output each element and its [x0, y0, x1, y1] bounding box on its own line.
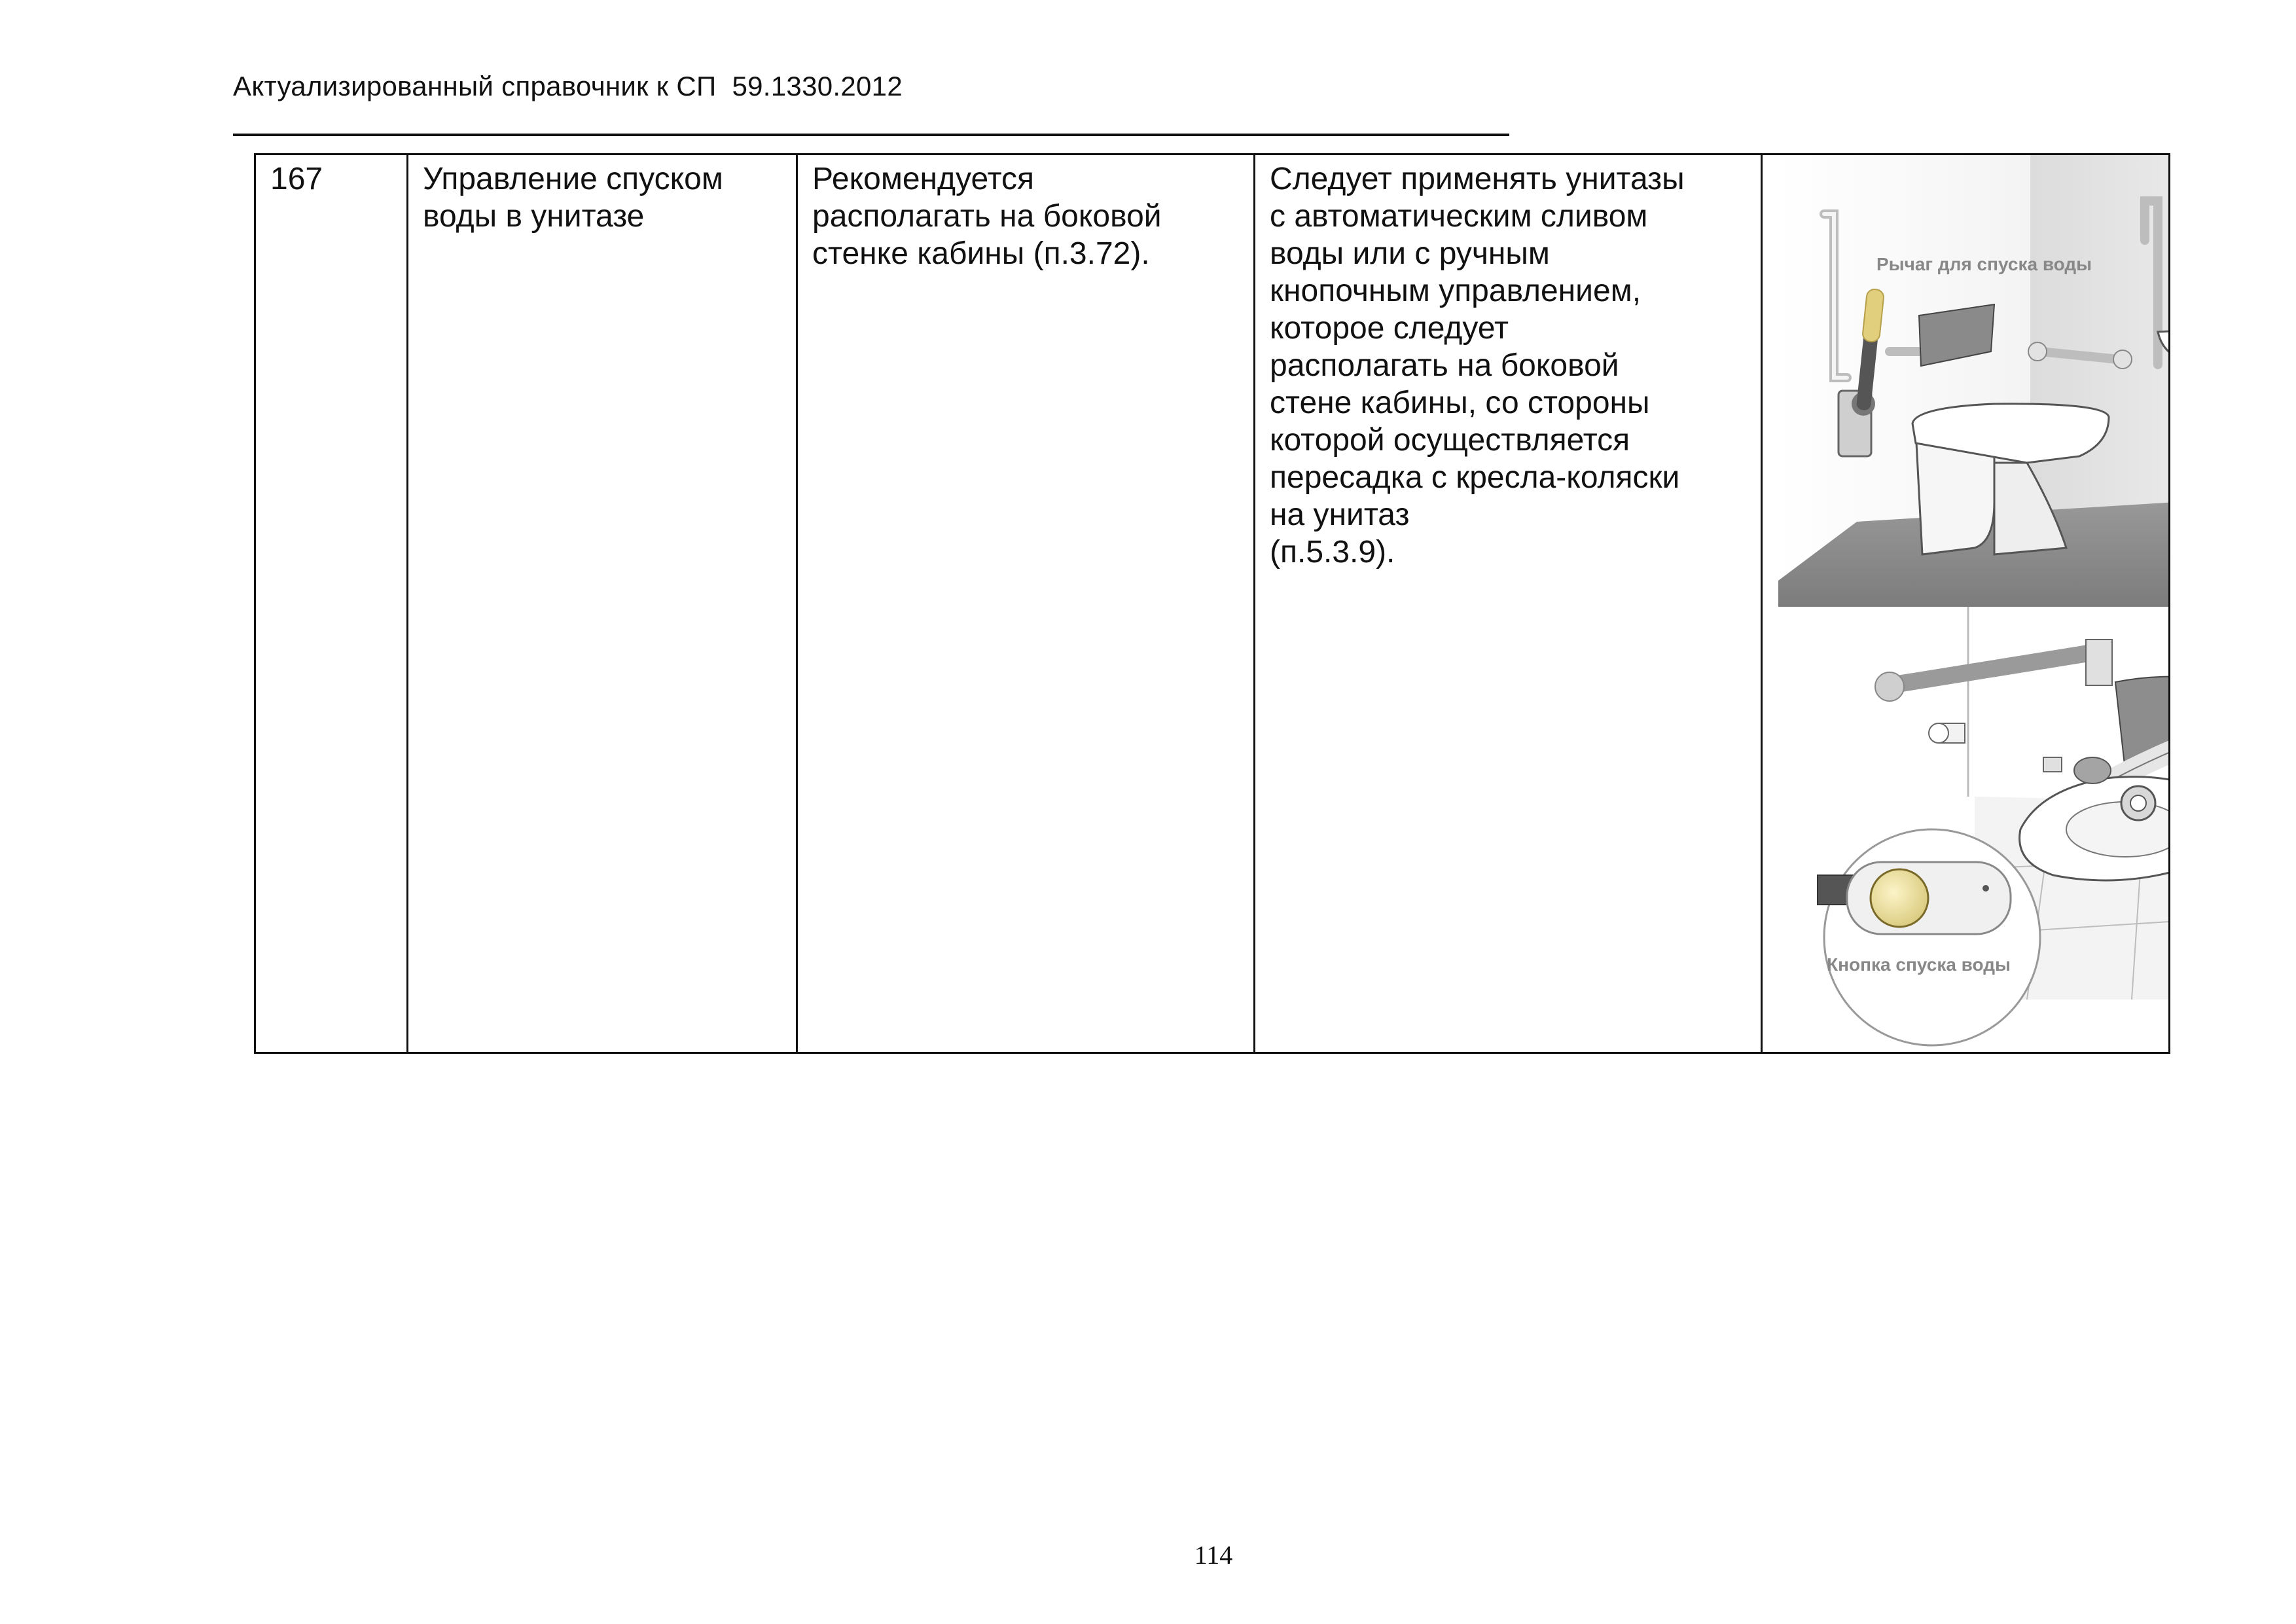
spec-table	[254, 153, 2170, 1054]
page-number: 114	[1194, 1540, 1233, 1570]
row-illustration-cell	[1762, 154, 2170, 1053]
lever-flush-scene	[1778, 155, 2170, 607]
button-flush-scene	[1778, 607, 2170, 1052]
table-row	[255, 154, 2170, 1053]
row-number: 167	[255, 154, 408, 1053]
row-name: Управление спуском воды в унитазе	[408, 154, 797, 1053]
row-requirement: Следует применять унитазы с автоматическим сливом воды или с ручным кнопочным управлением, которое следует располагать на боковой стене кабины, со стороны которой осуществляется пересадка с кресла-коляски на унитаз (п.5.3.9).	[1255, 154, 1762, 1053]
header-divider	[233, 134, 1509, 136]
row-recommendation: Рекомендуется располагать на боковой стенке кабины (п.3.72).	[797, 154, 1255, 1053]
illustration	[1778, 155, 2170, 1052]
button-label: Кнопка спуска воды	[1827, 954, 2011, 975]
page-header-title: Актуализированный справочник к СП 59.1330.2012	[233, 71, 903, 101]
lever-label: Рычаг для спуска воды	[1876, 254, 2092, 274]
